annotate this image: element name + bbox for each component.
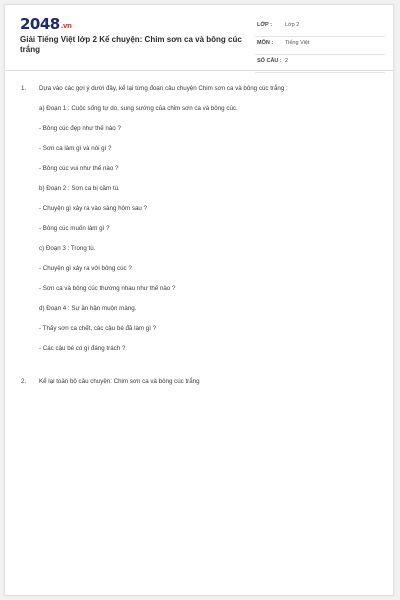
meta-value: 2 xyxy=(285,58,289,64)
hint-line: b) Đoạn 2 : Sơn ca bị cầm tù. xyxy=(39,185,120,192)
site-logo[interactable] xyxy=(20,15,71,33)
meta-row-subject xyxy=(255,37,385,55)
logo-suffix: .vn xyxy=(60,22,72,30)
meta-label: MÔN : xyxy=(257,40,274,46)
meta-info-table xyxy=(255,19,385,73)
worksheet-page xyxy=(4,4,394,596)
meta-row-question-count xyxy=(255,55,385,73)
meta-value: Tiếng Việt xyxy=(285,40,310,46)
logo-number: 2048 xyxy=(20,15,60,33)
hint-line: d) Đoạn 4 : Sự ân hận muộn màng. xyxy=(39,305,137,312)
question-number: 2. xyxy=(21,378,27,385)
page-header xyxy=(5,5,393,71)
hint-line: - Các cậu bé có gì đáng trách ? xyxy=(39,345,126,352)
hint-line: - Sơn ca làm gì và nói gì ? xyxy=(39,145,112,152)
hint-line: - Sơn ca và bông cúc thương nhau như thế nào ? xyxy=(39,285,176,292)
meta-label: SỐ CÂU : xyxy=(257,58,282,64)
document-title: Giải Tiếng Việt lớp 2 Kể chuyện: Chim sơn ca và bông cúc trắng xyxy=(20,35,242,54)
hint-line: - Chuyện gì xảy ra với bông cúc ? xyxy=(39,265,132,272)
hint-line: - Chuyện gì xảy ra vào sáng hôm sau ? xyxy=(39,205,147,212)
hint-line: a) Đoạn 1 : Cuộc sống tự do, sung sướng của chim sơn ca và bông cúc. xyxy=(39,105,238,112)
question-number: 1. xyxy=(21,85,27,92)
hint-line: - Bông cúc vui như thế nào ? xyxy=(39,165,119,172)
question-text: Kể lại toàn bộ câu chuyện: Chim sơn ca và bông cúc trắng xyxy=(39,378,200,385)
question-text: Dựa vào các gợi ý dưới đây, kể lại từng đoạn câu chuyện Chim sơn ca và bông cúc trắng : xyxy=(39,85,288,92)
hint-line: - Bông cúc muốn làm gì ? xyxy=(39,225,110,232)
hint-line: c) Đoạn 3 : Trong tù. xyxy=(39,245,96,252)
hint-line: - Bông cúc đẹp như thế nào ? xyxy=(39,125,121,132)
meta-label: LỚP : xyxy=(257,22,272,28)
meta-row-grade xyxy=(255,19,385,37)
hint-line: - Thấy sơn ca chết, các cậu bé đã làm gì ? xyxy=(39,325,157,332)
meta-value: Lớp 2 xyxy=(285,22,300,28)
